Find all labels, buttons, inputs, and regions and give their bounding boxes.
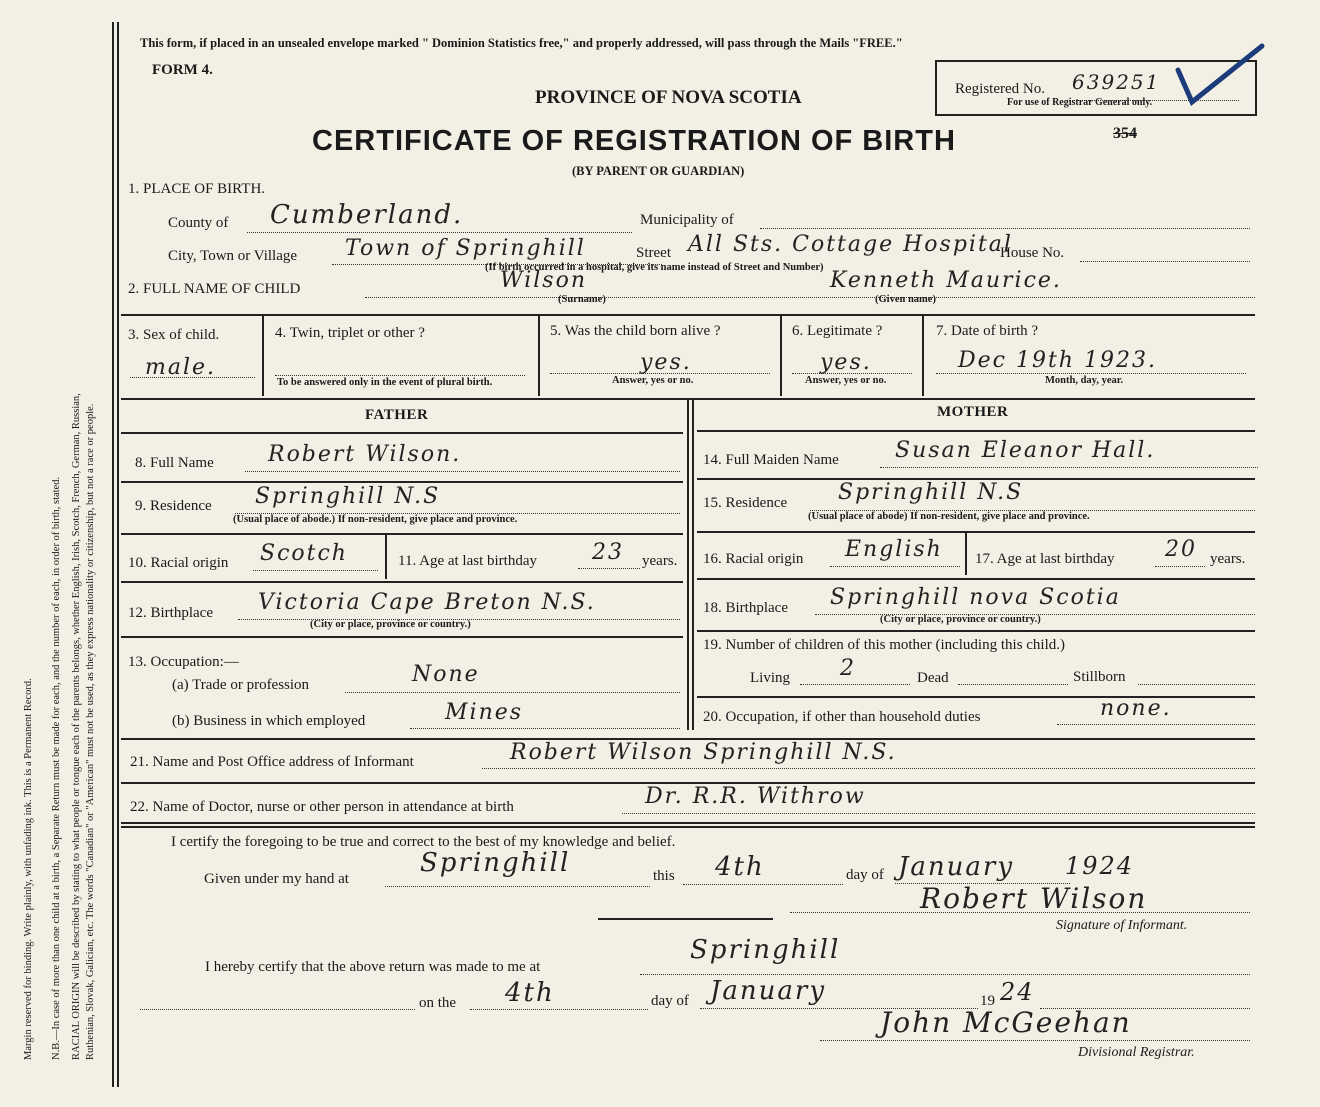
certify-day-of-label: day of	[846, 867, 884, 883]
margin-line-3: RACIAL ORIGIN will be described by stating to what people or tongue each of the parents belongs, whether English, Irish, Scotch, French, German, Russian,	[71, 393, 82, 1060]
living-label: Living	[750, 670, 790, 686]
mother-birthplace-caption: (City or place, province or country.)	[880, 614, 1041, 625]
twin-label: 4. Twin, triplet or other ?	[275, 325, 425, 341]
street-label: Street	[636, 245, 671, 261]
doctor-value: Dr. R.R. Withrow	[645, 784, 866, 809]
father-business-label: (b) Business in which employed	[172, 713, 366, 729]
certify-place: Springhill	[420, 848, 571, 878]
mother-age-label: 17. Age at last birthday	[975, 551, 1115, 567]
father-residence-caption: (Usual place of abode.) If non-resident, give place and province.	[233, 514, 518, 525]
certify-year: 1924	[1065, 852, 1135, 880]
stamp-number: 354	[1113, 125, 1137, 142]
mother-residence-label: 15. Residence	[703, 495, 788, 511]
this-label: this	[653, 868, 675, 884]
county-value: Cumberland.	[270, 200, 464, 230]
father-racial-label: 10. Racial origin	[128, 555, 229, 571]
father-racial-value: Scotch	[260, 541, 348, 566]
dead-label: Dead	[917, 670, 949, 686]
hospital-note: (If birth occurred in a hospital, give its name instead of Street and Number)	[485, 262, 824, 273]
margin-rule-inner	[117, 22, 119, 1087]
sex-label: 3. Sex of child.	[128, 327, 220, 343]
father-birthplace-label: 12. Birthplace	[128, 605, 213, 621]
registrar-statement: I hereby certify that the above return was made to me at	[205, 959, 541, 975]
father-name-value: Robert Wilson.	[268, 442, 462, 467]
registrar-place: Springhill	[690, 935, 841, 965]
mother-occupation-value: none.	[1100, 696, 1172, 721]
father-age-value: 23	[592, 540, 624, 565]
margin-rule-outer	[112, 22, 114, 1087]
registrar-year-prefix: 19	[980, 993, 995, 1009]
margin-line-4: Ruthenian, Slovak, Galician, etc. The words "Canadian" or "American" must not be used, as they express nationality or citizenship, but not a race or people.	[85, 403, 96, 1060]
checkmark-icon	[1170, 40, 1270, 110]
father-birthplace-caption: (City or place, province or country.)	[310, 619, 471, 630]
municipality-label: Municipality of	[640, 212, 734, 228]
mother-birthplace-value: Springhill nova Scotia	[830, 585, 1121, 610]
on-the-label: on the	[419, 995, 457, 1011]
certificate-subtitle: (BY PARENT OR GUARDIAN)	[572, 164, 745, 178]
father-age-label: 11. Age at last birthday	[398, 553, 537, 569]
father-business-value: Mines	[445, 700, 524, 725]
stillborn-label: Stillborn	[1073, 669, 1126, 685]
mother-occupation-label: 20. Occupation, if other than household duties	[703, 709, 981, 725]
registrar-note: For use of Registrar General only.	[1007, 97, 1153, 108]
mother-racial-value: English	[845, 537, 943, 562]
informant-label: 21. Name and Post Office address of Informant	[130, 754, 414, 770]
given-caption: (Given name)	[875, 294, 936, 305]
living-value: 2	[840, 656, 856, 681]
father-name-label: 8. Full Name	[135, 455, 214, 471]
house-label: House No.	[1000, 245, 1065, 261]
mother-heading: MOTHER	[937, 404, 1009, 420]
form-number: FORM 4.	[152, 62, 213, 78]
father-residence-value: Springhill N.S	[255, 484, 441, 509]
informant-signature: Robert Wilson	[920, 882, 1148, 915]
mother-birthplace-label: 18. Birthplace	[703, 600, 788, 616]
father-residence-label: 9. Residence	[135, 498, 212, 514]
county-label: County of	[168, 215, 229, 231]
parents-divider	[687, 400, 689, 730]
child-surname: Wilson	[500, 268, 588, 293]
registrar-signature: John McGeehan	[880, 1006, 1132, 1039]
twin-caption: To be answered only in the event of plural birth.	[277, 377, 493, 388]
mother-name-value: Susan Eleanor Hall.	[895, 438, 1156, 463]
mother-residence-caption: (Usual place of abode) If non-resident, give place and province.	[808, 511, 1090, 522]
child-given-name: Kenneth Maurice.	[830, 268, 1062, 293]
legit-caption: Answer, yes or no.	[805, 375, 887, 386]
margin-notes	[22, 10, 98, 1060]
registrar-day: 4th	[505, 978, 555, 1008]
certify-day: 4th	[715, 852, 765, 882]
informant-value: Robert Wilson Springhill N.S.	[510, 740, 897, 765]
mail-note: This form, if placed in an unsealed envelope marked " Dominion Statistics free," and properly addressed, will pass through the Mails "FREE."	[140, 36, 903, 50]
alive-label: 5. Was the child born alive ?	[550, 323, 721, 339]
father-birthplace-value: Victoria Cape Breton N.S.	[258, 590, 596, 615]
legit-label: 6. Legitimate ?	[792, 323, 883, 339]
margin-line-1: Margin reserved for binding. Write plainly, with unfading ink. This is a Permanent Record.	[23, 678, 34, 1060]
mother-residence-value: Springhill N.S	[838, 480, 1024, 505]
city-value: Town of Springhill	[345, 236, 586, 261]
father-age-unit: years.	[642, 553, 678, 569]
certify-statement: I certify the foregoing to be true and correct to the best of my knowledge and belief.	[171, 834, 676, 850]
father-trade-value: None	[412, 662, 480, 687]
alive-caption: Answer, yes or no.	[612, 375, 694, 386]
registrar-day-of-label: day of	[651, 993, 689, 1009]
doctor-label: 22. Name of Doctor, nurse or other person in attendance at birth	[130, 799, 514, 815]
father-occupation-label: 13. Occupation:—	[128, 654, 239, 670]
certificate-title: CERTIFICATE OF REGISTRATION OF BIRTH	[312, 125, 956, 157]
mother-racial-label: 16. Racial origin	[703, 551, 804, 567]
legit-value: yes.	[820, 350, 872, 375]
dob-label: 7. Date of birth ?	[936, 323, 1039, 339]
province-heading: PROVINCE OF NOVA SCOTIA	[535, 87, 802, 108]
sex-value: male.	[145, 355, 217, 380]
surname-caption: (Surname)	[558, 294, 606, 305]
mother-age-value: 20	[1165, 537, 1197, 562]
mother-age-unit: years.	[1210, 551, 1246, 567]
given-label: Given under my hand at	[204, 871, 349, 887]
dob-caption: Month, day, year.	[1045, 375, 1124, 386]
margin-line-2: N.B.—In case of more than one child at a birth, a Separate Return must be made for each, and the number of each, in order of birth, stated.	[51, 476, 62, 1060]
registrar-month: January	[710, 976, 827, 1006]
certify-month: January	[898, 852, 1015, 882]
father-heading: FATHER	[365, 407, 429, 423]
alive-value: yes.	[640, 350, 692, 375]
registrar-signature-caption: Divisional Registrar.	[1078, 1045, 1195, 1060]
mother-children-label: 19. Number of children of this mother (including this child.)	[703, 637, 1066, 653]
registered-number: 639251	[1072, 70, 1161, 94]
mother-name-label: 14. Full Maiden Name	[703, 452, 839, 468]
registered-label: Registered No.	[955, 81, 1045, 97]
registrar-year: 24	[1000, 978, 1035, 1006]
child-name-label: 2. FULL NAME OF CHILD	[128, 281, 301, 297]
street-value: All Sts. Cottage Hospital	[688, 232, 1013, 257]
place-heading: 1. PLACE OF BIRTH.	[128, 181, 266, 197]
informant-signature-caption: Signature of Informant.	[1056, 918, 1188, 933]
city-label: City, Town or Village	[168, 248, 298, 264]
father-trade-label: (a) Trade or profession	[172, 677, 310, 693]
dob-value: Dec 19th 1923.	[958, 348, 1157, 373]
